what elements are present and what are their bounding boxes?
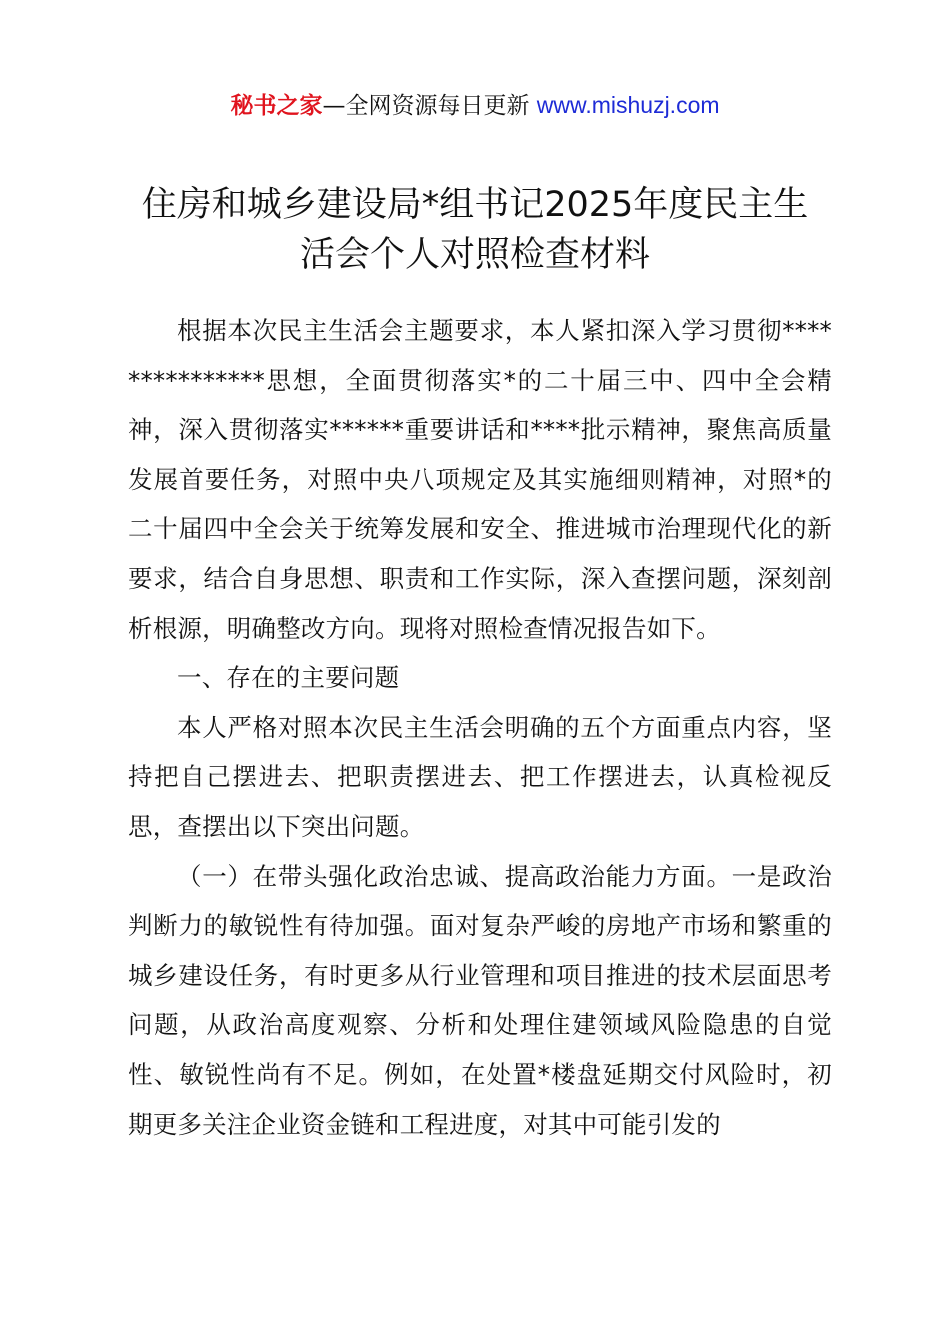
section-heading: 一、存在的主要问题 [177, 663, 400, 693]
site-brand: 秘书之家 [230, 93, 323, 119]
section-paragraph: 本人严格对照本次民主生活会明确的五个方面重点内容，坚持把自己摆进去、把职责摆进去、把工作摆进去，认真检视反思，查摆出以下突出问题。 [128, 712, 832, 841]
intro-paragraph: 根据本次民主生活会主题要求，本人紧扣深入学习贯彻***************思想，全面贯彻落实*的二十届三中、四中全会精神，深入贯彻落实******重要讲话和****批示精神，聚焦高质量发展首要任务，对照中央八项规定及其实施细则精神，对照*的二十届四中全会关于统筹发展和安全、推进城市治理现代化的新要求，结合自身思想、职责和工作实际，深入查摆问题，深刻剖析根源，明确整改方向。现将对照检查情况报告如下。 [128, 316, 832, 643]
site-header [0, 88, 950, 123]
document-body [128, 306, 832, 1149]
site-tagline: —全网资源每日更新 [322, 93, 537, 119]
document-title [60, 180, 890, 280]
title-line-1: 住房和城乡建设局*组书记2025年度民主生 [141, 185, 809, 225]
subsection-paragraph: （一）在带头强化政治忠诚、提高政治能力方面。一是政治判断力的敏锐性有待加强。面对复杂严峻的房地产市场和繁重的城乡建设任务，有时更多从行业管理和项目推进的技术层面思考问题，从政治高度观察、分析和处理住建领域风险隐患的自觉性、敏锐性尚有不足。例如，在处置*楼盘延期交付风险时，初期更多关注企业资金链和工程进度，对其中可能引发的 [128, 861, 832, 1139]
site-url[interactable]: www.mishuzj.com [536, 92, 720, 118]
title-line-2: 活会个人对照检查材料 [299, 235, 650, 275]
